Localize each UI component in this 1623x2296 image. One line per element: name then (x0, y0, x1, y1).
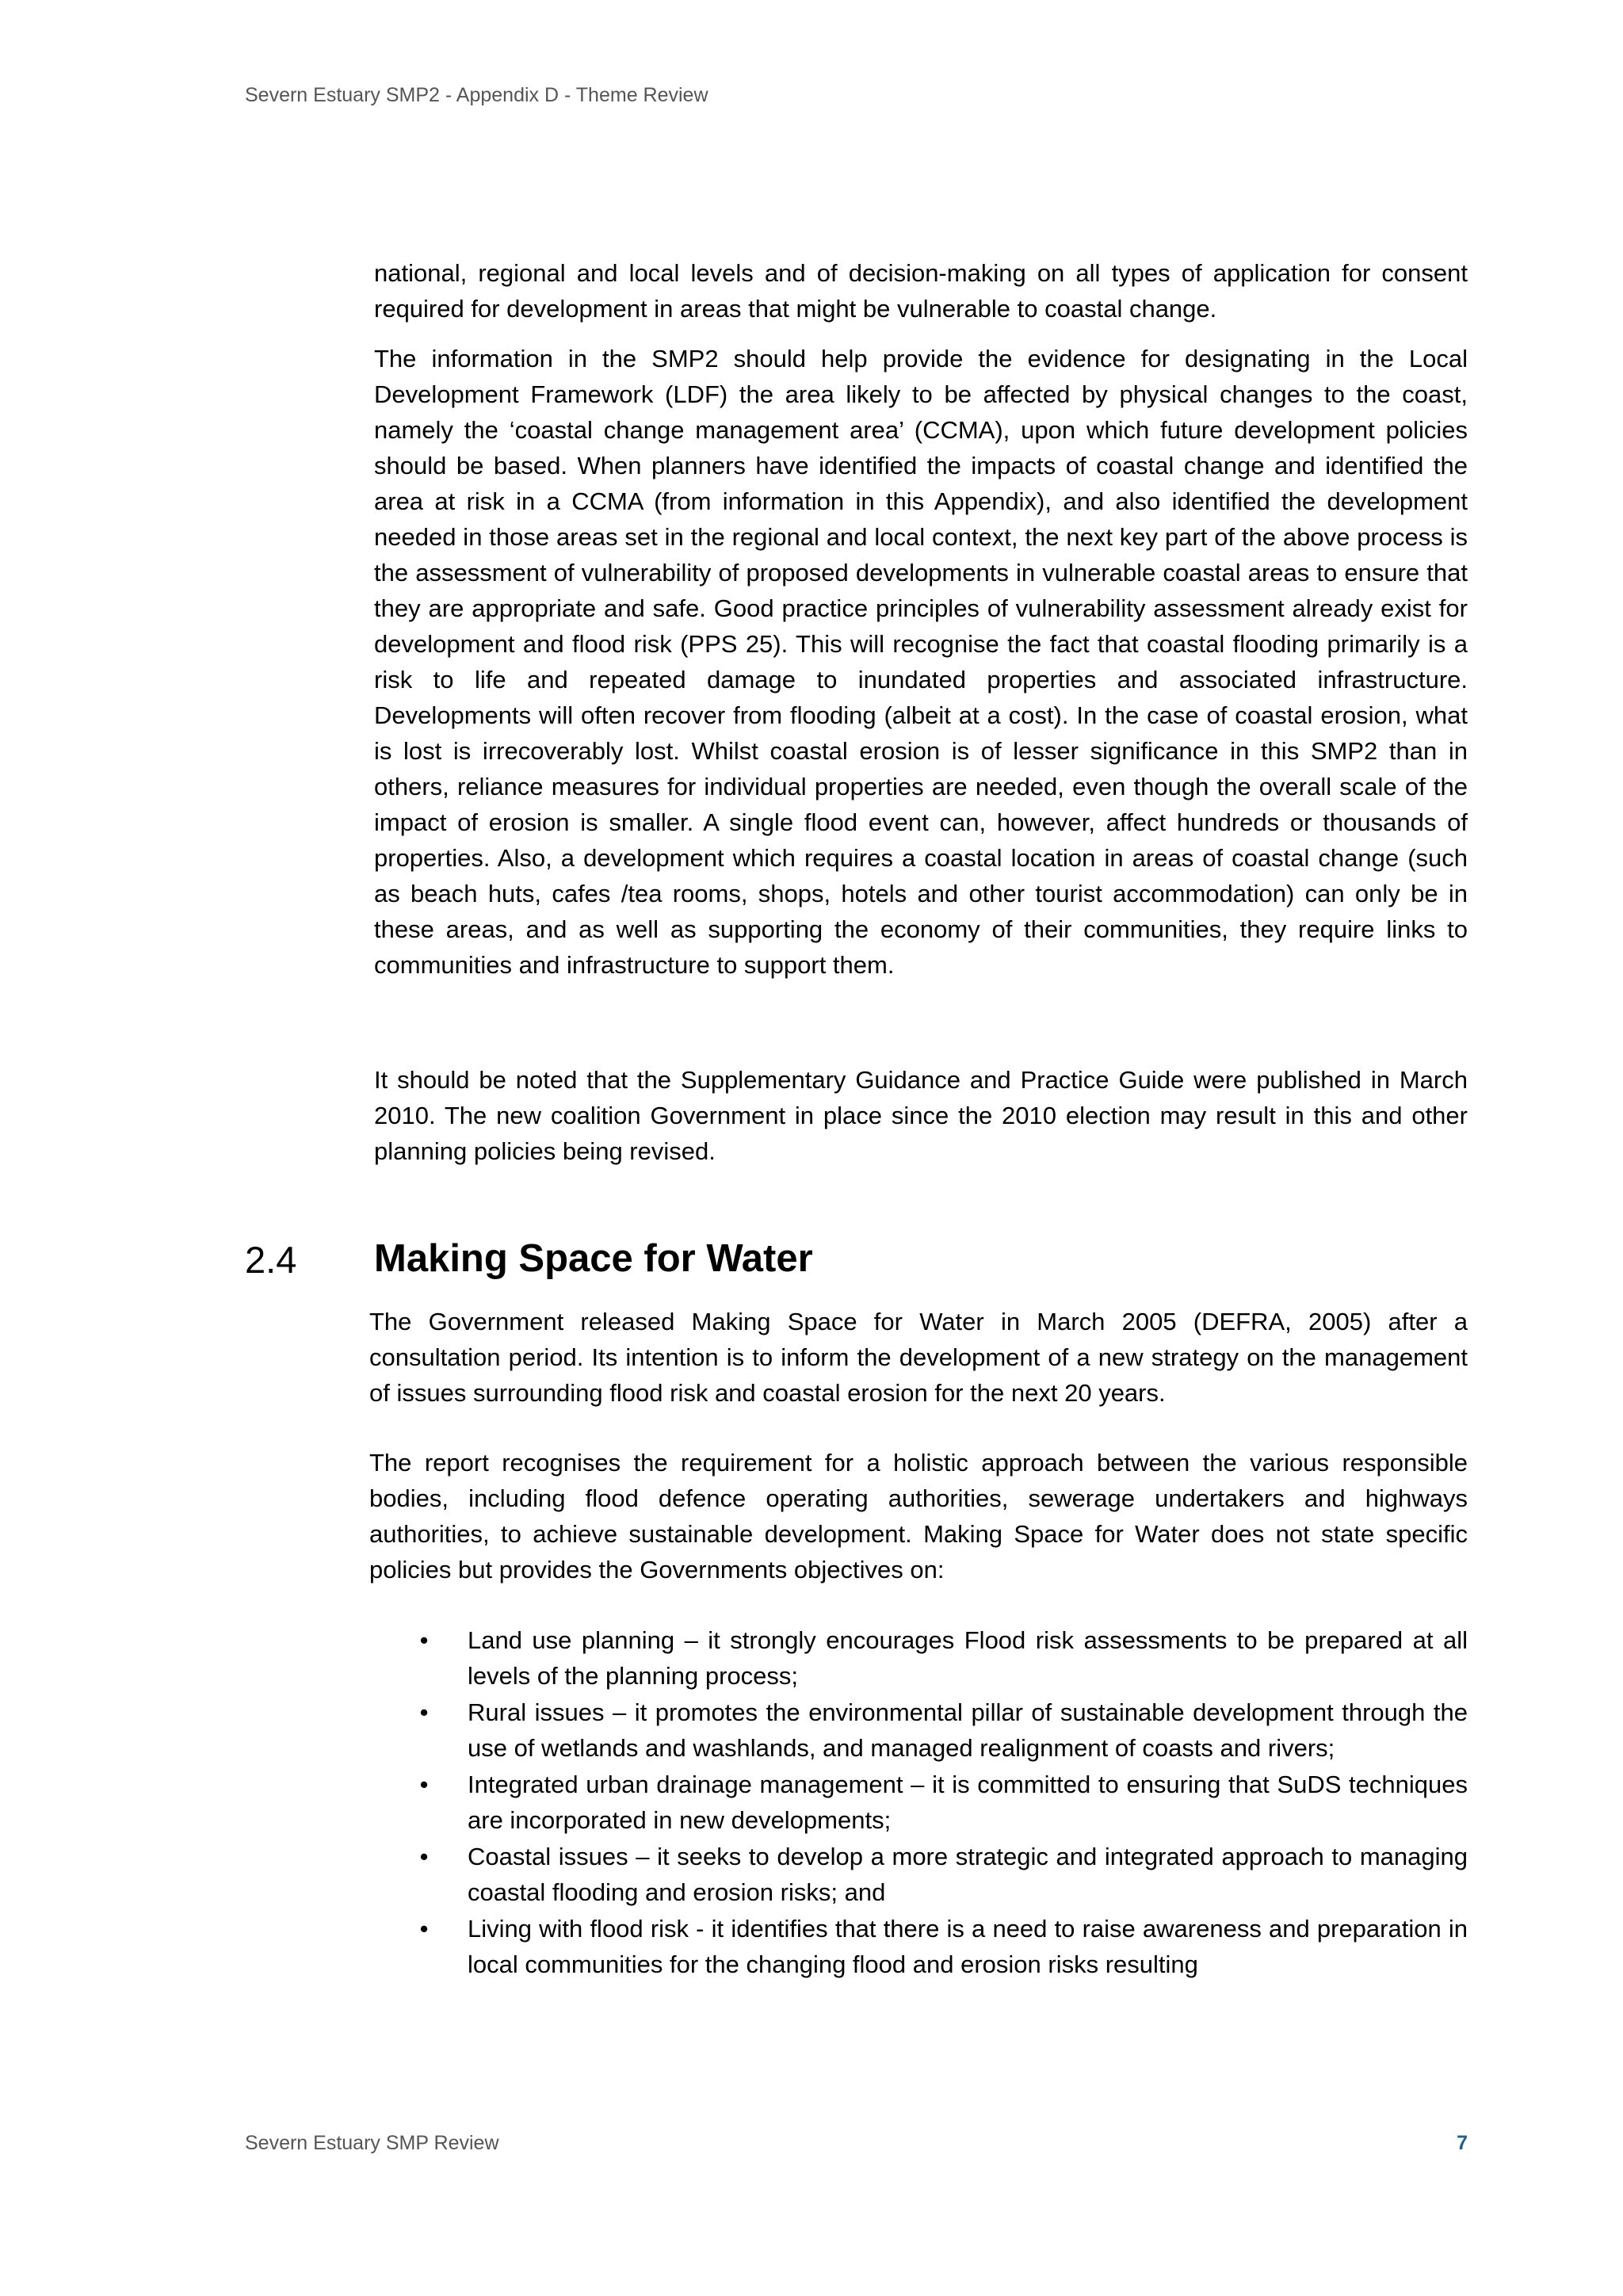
objectives-list (412, 1622, 1468, 1983)
bullet-icon: • (419, 1843, 429, 1870)
list-item-text: Rural issues – it promotes the environmental pillar of sustainable development through the use of wetlands and washlands, and managed realignment of coasts and rivers; (468, 1698, 1468, 1762)
list-item (412, 1767, 1468, 1838)
body-paragraph: The information in the SMP2 should help provide the evidence for designating in the Local Development Framework (LDF) the area likely to be affected by physical changes to the coast, namely the ‘coastal change management area’ (CCMA), upon which future development policies should be based. When planners have identified the impacts of coastal change and identified the area at risk in a CCMA (from information in this Appendix), and also identified the development needed in those areas set in the regional and local context, the next key part of the above process is the assessment of vulnerability of proposed developments in vulnerable coastal areas to ensure that they are appropriate and safe. Good practice principles of vulnerability assessment already exist for development and flood risk (PPS 25). This will recognise the fact that coastal flooding primarily is a risk to life and repeated damage to inundated properties and associated infrastructure. Developments will often recover from flooding (albeit at a cost). In the case of coastal erosion, what is lost is irrecoverably lost. Whilst coastal erosion is of lesser significance in this SMP2 than in others, reliance measures for individual properties are needed, even though the overall scale of the impact of erosion is smaller. A single flood event can, however, affect hundreds or thousands of properties. Also, a development which requires a coastal location in areas of coastal change (such as beach huts, cafes /tea rooms, shops, hotels and other tourist accommodation) can only be in these areas, and as well as supporting the economy of their communities, they require links to communities and infrastructure to support them. (374, 345, 1468, 979)
body-paragraph: national, regional and local levels and of decision-making on all types of application for consent required for development in areas that might be vulnerable to coastal change. (374, 259, 1468, 323)
section-number: 2.4 (245, 1239, 297, 1281)
running-footer: Severn Estuary SMP Review (245, 2132, 499, 2154)
bullet-icon: • (419, 1698, 429, 1726)
list-item-text: Living with flood risk - it identifies that there is a need to raise awareness and preparation in local communities for the changing flood and erosion risks resulting (468, 1915, 1468, 1978)
bullet-icon: • (419, 1771, 429, 1798)
list-item-text: Integrated urban drainage management – it is committed to ensuring that SuDS techniques are incorporated in new developments; (468, 1771, 1468, 1834)
list-item (412, 1911, 1468, 1982)
bullet-icon: • (419, 1626, 429, 1654)
list-item-text: Coastal issues – it seeks to develop a more strategic and integrated approach to managing coastal flooding and erosion risks; and (468, 1843, 1468, 1906)
section-paragraph: The report recognises the requirement for a holistic approach between the various responsible bodies, including flood defence operating authorities, sewerage undertakers and highways authorities, to achieve sustainable development. Making Space for Water does not state specific policies but provides the Governments objectives on: (369, 1449, 1468, 1584)
section-paragraph: The Government released Making Space for Water in March 2005 (DEFRA, 2005) after a consultation period. Its intention is to inform the development of a new strategy on the management of issues surrounding flood risk and coastal erosion for the next 20 years. (369, 1308, 1468, 1407)
body-paragraph: It should be noted that the Supplementary Guidance and Practice Guide were published in March 2010. The new coalition Government in place since the 2010 election may result in this and other planning policies being revised. (374, 1066, 1468, 1165)
list-item (412, 1839, 1468, 1910)
list-item-text: Land use planning – it strongly encourages Flood risk assessments to be prepared at all levels of the planning process; (468, 1626, 1468, 1690)
running-header: Severn Estuary SMP2 - Appendix D - Theme Review (245, 84, 708, 106)
list-item (412, 1622, 1468, 1694)
section-title: Making Space for Water (374, 1237, 813, 1280)
bullet-icon: • (419, 1915, 429, 1943)
page-number: 7 (1457, 2132, 1468, 2154)
list-item (412, 1694, 1468, 1766)
